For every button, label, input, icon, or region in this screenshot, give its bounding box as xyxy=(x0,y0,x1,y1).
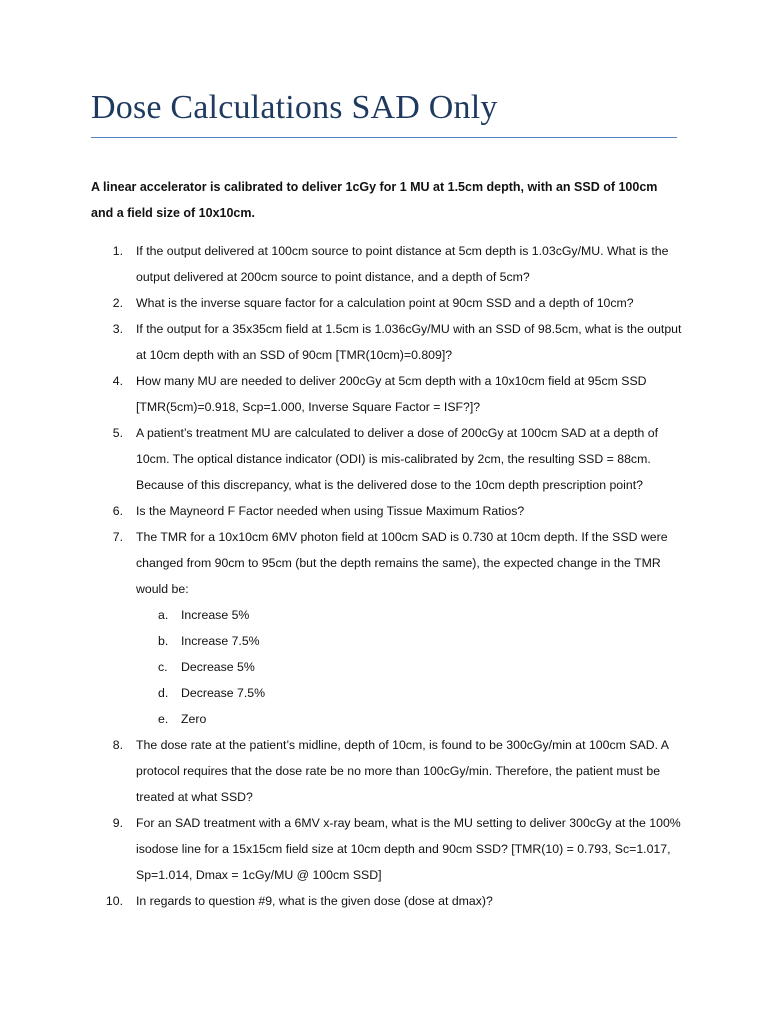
question-item-10 xyxy=(91,888,691,914)
question-item-8 xyxy=(91,732,691,810)
answer-option-a xyxy=(136,602,691,628)
option-letter: a. xyxy=(158,608,169,622)
question-text: If the output for a 35x35cm field at 1.5cm is 1.036cGy/MU with an SSD of 98.5cm, what is the output at 10cm depth with an SSD of 90cm [TMR(10cm)=0.809]? xyxy=(136,322,682,362)
question-text: The TMR for a 10x10cm 6MV photon field at 100cm SAD is 0.730 at 10cm depth. If the SSD were changed from 90cm to 95cm (but the depth remains the same), the expected change in the TMR would be: xyxy=(136,530,668,596)
question-item-7 xyxy=(91,524,691,732)
option-text: Increase 5% xyxy=(181,608,250,622)
question-text: The dose rate at the patient’s midline, depth of 10cm, is found to be 300cGy/min at 100cm SAD. A protocol requires that the dose rate be no more than 100cGy/min. Therefore, the patient must be treated at what SSD? xyxy=(136,738,669,804)
question-item-4 xyxy=(91,368,691,420)
title-underline xyxy=(91,137,677,138)
question-text: For an SAD treatment with a 6MV x-ray beam, what is the MU setting to deliver 300cGy at the 100% isodose line for a 15x15cm field size at 10cm depth and 90cm SSD? [TMR(10) = 0.793, Sc=1.017, Sp=1.014, Dmax = 1cGy/MU @ 100cm SSD] xyxy=(136,816,681,882)
question-text: Is the Mayneord F Factor needed when using Tissue Maximum Ratios? xyxy=(136,504,525,518)
question-item-9 xyxy=(91,810,691,888)
question-number: 5. xyxy=(112,426,123,440)
option-letter: b. xyxy=(158,634,169,648)
question-list xyxy=(91,238,691,914)
question-text: If the output delivered at 100cm source to point distance at 5cm depth is 1.03cGy/MU. What is the output delivered at 200cm source to point distance, and a depth of 5cm? xyxy=(136,244,669,284)
question-item-1 xyxy=(91,238,691,290)
option-text: Zero xyxy=(181,712,207,726)
option-text: Increase 7.5% xyxy=(181,634,260,648)
option-letter: c. xyxy=(158,660,168,674)
question-item-3 xyxy=(91,316,691,368)
answer-option-d xyxy=(136,680,691,706)
question-text: A patient’s treatment MU are calculated to deliver a dose of 200cGy at 100cm SAD at a depth of 10cm. The optical distance indicator (ODI) is mis-calibrated by 2cm, the resulting SSD = 88cm. Because of this discrepancy, what is the delivered dose to the 10cm depth prescription point? xyxy=(136,426,658,492)
question-number: 4. xyxy=(112,374,123,388)
page-title: Dose Calculations SAD Only xyxy=(91,89,498,126)
question-text: What is the inverse square factor for a calculation point at 90cm SSD and a depth of 10cm? xyxy=(136,296,634,310)
question-item-2 xyxy=(91,290,691,316)
question-number: 6. xyxy=(112,504,123,518)
intro-paragraph: A linear accelerator is calibrated to deliver 1cGy for 1 MU at 1.5cm depth, with an SSD of 100cm and a field size of 10x10cm. xyxy=(91,180,658,220)
answer-option-b xyxy=(136,628,691,654)
question-number: 9. xyxy=(112,816,123,830)
question-text: How many MU are needed to deliver 200cGy at 5cm depth with a 10x10cm field at 95cm SSD [TMR(5cm)=0.918, Scp=1.000, Inverse Square Factor = ISF?]? xyxy=(136,374,647,414)
question-text: In regards to question #9, what is the given dose (dose at dmax)? xyxy=(136,894,493,908)
answer-option-e xyxy=(136,706,691,732)
question-number: 10. xyxy=(105,894,123,908)
option-letter: e. xyxy=(158,712,169,726)
option-text: Decrease 7.5% xyxy=(181,686,266,700)
question-number: 2. xyxy=(112,296,123,310)
question-item-6 xyxy=(91,498,691,524)
question-number: 8. xyxy=(112,738,123,752)
question-number: 1. xyxy=(112,244,123,258)
option-letter: d. xyxy=(158,686,169,700)
question-number: 3. xyxy=(112,322,123,336)
answer-option-c xyxy=(136,654,691,680)
answer-options xyxy=(136,602,691,732)
question-item-5 xyxy=(91,420,691,498)
question-number: 7. xyxy=(112,530,123,544)
option-text: Decrease 5% xyxy=(181,660,255,674)
